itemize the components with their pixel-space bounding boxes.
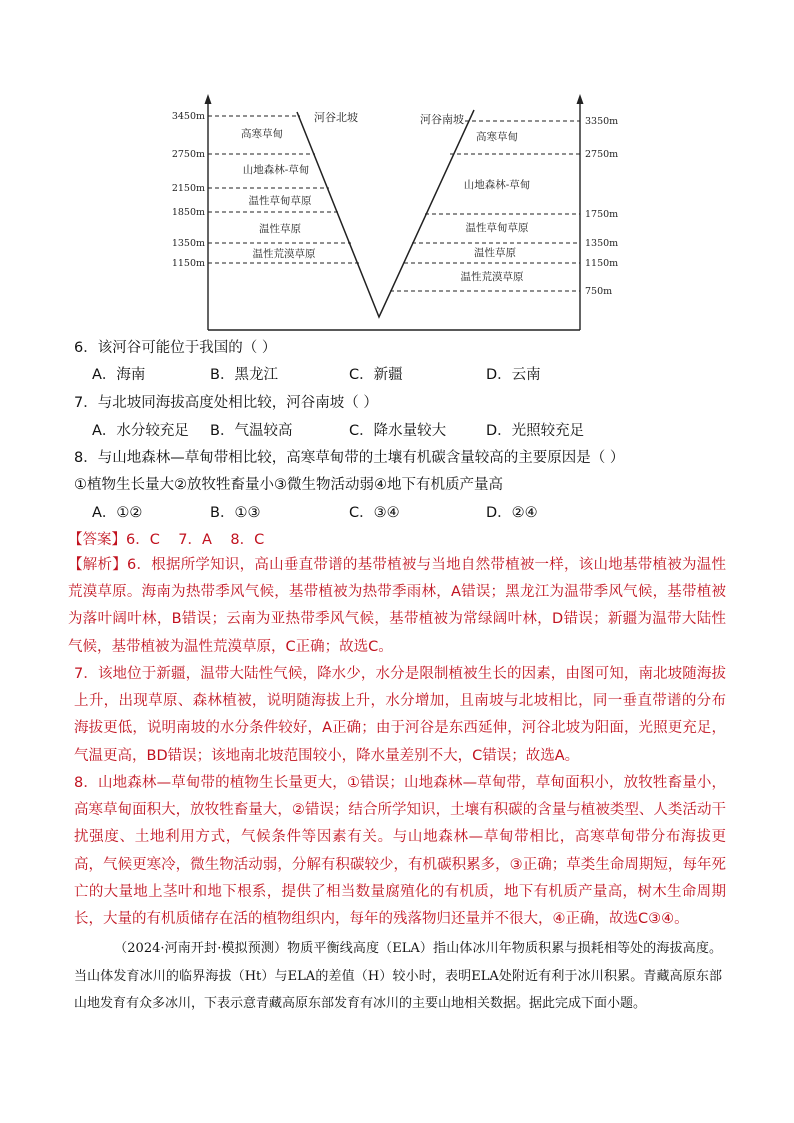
question-6-option-d: D．云南 [486, 367, 541, 383]
analysis-tag: 【解析】 [68, 557, 127, 573]
right-label-6: 750m [585, 286, 613, 297]
question-8-option-d: D．②④ [486, 505, 538, 521]
next-material-intro-text: （2024·河南开封·模拟预测）物质平衡线高度（ELA）指山体冰川年物质积累与损耗相等处的海拔高度。当山体发育冰川的临界海拔（Ht）与ELA的差值（H）较小时，表明ELA处附近有利于冰川积累。青藏高原东部山地发育有众多冰川，下表示意青藏高原东部发育有冰川的主要山地相关数据。据此完成下面小题。 [74, 941, 722, 1011]
left-label-5: 1350m [171, 238, 205, 249]
south-slope-title: 河谷南坡 [420, 113, 464, 126]
left-label-6: 1150m [171, 258, 205, 269]
south-zone-meadow-steppe: 温性草甸草原 [465, 222, 529, 234]
answer-text: 6．C 7．A 8．C [126, 532, 265, 548]
south-zone-alpine-meadow: 高寒草甸 [476, 131, 518, 143]
south-zone-forest-meadow: 山地森林-草甸 [463, 179, 531, 191]
south-zone-steppe: 温性草原 [474, 247, 516, 259]
analysis-q6-text: 6．根据所学知识，高山垂直带谱的基带植被与当地自然带植被一样，该山地基带植被为温性荒漠草原。海南为热带季风气候，基带植被为热带季雨林，A错误；黑龙江为温带季风气候，基带植被为落叶阔叶林，B错误；云南为亚热带季风气候，基带植被为常绿阔叶林，D错误；新疆为温带大陆性气候，基带植被为温性荒漠草原，C正确；故选C。 [68, 557, 726, 655]
north-slope-title: 河谷北坡 [314, 111, 358, 124]
analysis-q7: 7．该地位于新疆，温带大陆性气候，降水少，水分是限制植被生长的因素，由图可知，南北坡随海拔上升，出现草原、森林植被，说明随海拔上升，水分增加，且南坡与北坡相比，同一垂直带谱的分布海拔更低，说明南坡的水分条件较好，A正确；由于河谷是东西延伸，河谷北坡为阳面，光照更充足，气温更高，BD错误；该地南北坡范围较小，降水量差别不大，C错误；故选A。 [74, 666, 726, 764]
question-6-option-b: B．黑龙江 [210, 367, 278, 383]
north-zone-steppe: 温性草原 [259, 223, 301, 235]
next-material-intro [74, 935, 722, 1018]
question-8-option-b: B．①③ [210, 505, 261, 521]
north-zone-alpine-meadow: 高寒草甸 [241, 128, 283, 140]
question-8-option-c: C．③④ [349, 505, 400, 521]
question-6-stem: 6．该河谷可能位于我国的（ ） [74, 340, 277, 356]
left-label-4: 1850m [171, 207, 205, 218]
north-zone-desert-steppe: 温性荒漠草原 [252, 248, 316, 260]
left-axis-arrow [205, 94, 212, 104]
south-zone-desert-steppe: 温性荒漠草原 [460, 271, 524, 283]
right-label-4: 1350m [585, 238, 619, 249]
analysis-q8: 8．山地森林—草甸带的植物生长量更大，①错误；山地森林—草甸带，草甸面积小，放牧牲畜量小，高寒草甸面积大，放牧牲畜量大，②错误；结合所学知识，土壤有积碳的含量与植被类型、人类活动干扰强度、土地利用方式，气候条件等因素有关。与山地森林—草甸带相比，高寒草甸带分布海拔更高，气候更寒冷，微生物活动弱，分解有积碳较少，有机碳积累多，③正确；草类生命周期短，每年死亡的大量地上茎叶和地下根系，提供了相当数量腐殖化的有机质，地下有机质产量高，树木生命周期长，大量的有机质储存在活的植物组织内，每年的残落物归还量并不很大，④正确，故选C③④。 [74, 775, 726, 928]
question-8-option-a: A．①② [92, 505, 143, 521]
north-zone-meadow-steppe: 温性草甸草原 [248, 195, 312, 207]
answer-line [68, 530, 264, 550]
answer-tag: 【答案】 [68, 532, 126, 548]
analysis-q6 [68, 552, 726, 661]
valley-vertical-zonation-diagram [0, 0, 794, 340]
right-label-1: 3350m [585, 116, 619, 127]
right-label-2: 2750m [585, 149, 619, 160]
question-6-option-a: A．海南 [92, 367, 146, 383]
left-label-3: 2150m [171, 183, 205, 194]
question-8-stem: 8．与山地森林—草甸带相比较，高寒草甸带的土壤有机碳含量较高的主要原因是（ ） [74, 450, 625, 466]
right-axis-arrow [577, 94, 584, 104]
question-6-option-c: C．新疆 [349, 367, 403, 383]
question-7-option-a: A．水分较充足 [92, 423, 189, 439]
question-8-items: ①植物生长量大②放牧牲畜量小③微生物活动弱④地下有机质产量高 [74, 477, 503, 493]
question-7-stem: 7．与北坡同海拔高度处相比较，河谷南坡（ ） [74, 395, 378, 411]
right-label-3: 1750m [585, 209, 619, 220]
left-label-1: 3450m [171, 111, 205, 122]
north-zone-forest-meadow: 山地森林-草甸 [242, 164, 310, 176]
question-7-option-b: B．气温较高 [210, 423, 293, 439]
question-7-option-c: C．降水量较大 [349, 423, 447, 439]
question-7-option-d: D．光照较充足 [486, 423, 585, 439]
left-label-2: 2750m [171, 149, 205, 160]
right-label-5: 1150m [585, 258, 619, 269]
